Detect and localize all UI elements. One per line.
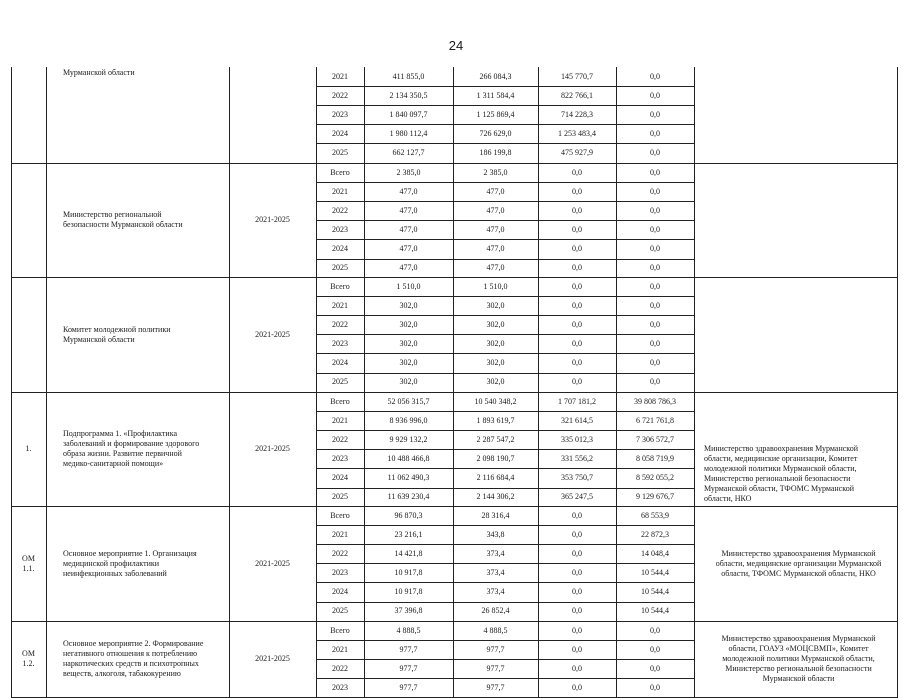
funding-value: 477,0 [399,186,418,196]
funding-value: 266 084,3 [479,71,512,81]
funding-value: 52 056 315,7 [387,396,430,406]
table-rule [11,277,898,278]
funding-value: 0,0 [650,90,660,100]
section-name-line: образа жизни. Развитие первичной [63,449,182,458]
funding-value: 977,7 [399,682,418,692]
section-code: 1. [25,444,32,453]
funding-value: 321 614,5 [561,415,593,425]
row-year: 2022 [332,205,348,215]
funding-value: 10 544,4 [641,586,669,596]
funding-value: 2 116 684,4 [476,472,515,482]
funding-value: 1 510,0 [483,281,508,291]
table-rule [316,259,695,260]
section-name-line: Основное мероприятие 1. Организация [63,548,197,558]
section-period: 2021-2025 [255,654,290,663]
funding-value: 0,0 [572,586,582,596]
executor-line: молодежной политики Мурманской области, [722,654,875,663]
funding-value: 477,0 [399,243,418,253]
table-rule [316,488,695,489]
funding-value: 353 750,7 [561,472,593,482]
funding-value: 0,0 [650,625,660,635]
funding-value: 0,0 [650,224,660,234]
funding-value: 343,8 [486,529,505,539]
executor-line: Министерство региональной безопасности [725,664,872,673]
funding-value: 477,0 [399,263,418,273]
funding-value: 0,0 [650,319,660,329]
row-year: 2025 [332,377,348,387]
funding-value: 0,0 [650,205,660,215]
funding-value: 10 544,4 [641,567,669,577]
table-rule [316,182,695,183]
funding-value: 0,0 [572,263,582,273]
row-year: 2025 [332,263,348,273]
section-name-line: наркотических средств и психотропных [63,659,199,668]
row-year: 2021 [332,644,348,654]
section-name-line: Комитет молодежной политики [63,324,171,334]
executor-line: молодежной политики Мурманской области, [704,464,857,473]
funding-value: 335 012,3 [561,434,593,444]
funding-value: 373,4 [486,548,505,558]
funding-value: 0,0 [572,300,582,310]
funding-value: 477,0 [486,205,505,215]
funding-value: 4 888,5 [396,625,421,635]
table-rule [316,143,695,144]
executor-line: Мурманской области [762,674,835,683]
executor-line: Министерство здравоохранения Мурманской [721,634,876,643]
funding-value: 726 629,0 [479,128,512,138]
funding-value: 475 927,9 [561,147,593,157]
funding-value: 0,0 [650,300,660,310]
funding-value: 6 721 761,8 [636,415,674,425]
section-name-line: Основное мероприятие 2. Формирование [63,639,204,648]
section-name-line: Подпрограмма 1. «Профилактика [63,429,178,438]
table-rule [316,582,695,583]
section-name-line: веществ, алкоголя, табакокурению [63,669,181,678]
funding-value: 0,0 [572,338,582,348]
executor-line: Мурманской области, ТФОМС Мурманской [704,484,854,493]
funding-value: 68 553,9 [641,510,669,520]
funding-value: 714 228,3 [561,109,593,119]
row-year: 2022 [332,663,348,673]
row-year: 2024 [332,243,348,253]
section-name-line: Мурманской области [63,334,135,344]
table-rule [46,506,47,621]
funding-value: 977,7 [486,663,505,673]
executor-line: области, ТФОМС Мурманской области, НКО [721,568,876,578]
funding-value: 0,0 [650,128,660,138]
row-year: 2025 [332,492,348,502]
funding-value: 1 311 584,4 [476,90,515,100]
funding-value: 11 639 230,4 [387,492,430,502]
funding-value: 373,4 [486,586,505,596]
table-rule [316,201,695,202]
funding-value: 302,0 [399,338,418,348]
funding-value: 22 872,3 [641,529,669,539]
table-rule [316,449,695,450]
row-year: 2024 [332,357,348,367]
table-rule [46,67,47,163]
funding-value: 10 917,8 [394,586,423,596]
executor-line: области, НКО [704,494,752,503]
funding-value: 1 893 619,7 [476,415,515,425]
funding-value: 2 287 547,2 [476,434,515,444]
table-rule [46,392,47,506]
table-rule [229,67,230,163]
executor-line: области, медицинские организации, Комитет [704,454,858,463]
funding-value: 0,0 [650,243,660,253]
funding-value: 0,0 [650,109,660,119]
funding-value: 365 247,5 [561,492,593,502]
section-name-line: неинфекционных заболеваний [63,568,167,578]
funding-value: 331 556,2 [561,453,593,463]
table-rule [11,621,898,622]
funding-value: 0,0 [650,71,660,81]
funding-value: 373,4 [486,567,505,577]
row-year: 2024 [332,128,348,138]
row-year: 2022 [332,319,348,329]
table-rule [316,640,695,641]
funding-value: 1 707 181,2 [558,396,596,406]
table-rule [316,468,695,469]
funding-value: 0,0 [572,167,582,177]
table-rule [316,563,695,564]
table-rule [46,277,47,392]
table-rule [316,430,695,431]
funding-value: 302,0 [399,357,418,367]
funding-value: 2 098 190,7 [476,453,515,463]
section-name-line: безопасности Мурманской области [63,220,183,229]
funding-value: 0,0 [572,625,582,635]
table-rule [46,163,47,277]
funding-value: 0,0 [650,186,660,196]
funding-value: 0,0 [572,319,582,329]
row-total-label: Всего [330,167,350,177]
table-rule [316,411,695,412]
funding-value: 0,0 [572,281,582,291]
row-year: 2023 [332,338,348,348]
funding-value: 302,0 [399,319,418,329]
row-total-label: Всего [330,396,350,406]
table-rule [46,621,47,697]
table-rule [316,602,695,603]
funding-value: 1 125 869,4 [476,109,515,119]
funding-value: 0,0 [572,243,582,253]
row-year: 2024 [332,472,348,482]
funding-value: 0,0 [650,663,660,673]
section-period: 2021-2025 [255,215,290,224]
funding-value: 0,0 [572,357,582,367]
table-rule [316,239,695,240]
funding-value: 14 421,8 [394,548,423,558]
funding-value: 0,0 [572,377,582,387]
row-year: 2025 [332,606,348,616]
funding-value: 2 134 350,5 [389,90,428,100]
section-code: 1.1. [22,563,35,573]
funding-value: 0,0 [572,663,582,673]
funding-value: 0,0 [650,644,660,654]
funding-value: 0,0 [650,281,660,291]
section-name-line: Мурманской области [63,68,135,77]
funding-value: 0,0 [572,186,582,196]
table-rule [316,525,695,526]
table-rule [316,124,695,125]
row-year: 2025 [332,147,348,157]
funding-value: 1 980 112,4 [389,128,428,138]
row-year: 2021 [332,71,348,81]
funding-value: 10 917,8 [394,567,423,577]
funding-value: 28 316,4 [481,510,510,520]
table-rule [316,86,695,87]
funding-value: 302,0 [486,338,505,348]
funding-value: 8 936 996,0 [389,415,428,425]
funding-value: 2 144 306,2 [476,492,515,502]
row-year: 2021 [332,415,348,425]
funding-value: 302,0 [486,377,505,387]
table-rule [11,392,898,393]
funding-value: 8 058 719,9 [636,453,674,463]
table-rule [316,220,695,221]
funding-value: 37 396,8 [394,606,423,616]
funding-value: 302,0 [486,300,505,310]
funding-value: 977,7 [486,682,505,692]
table-rule [316,373,695,374]
table-rule [316,678,695,679]
table-rule [316,659,695,660]
funding-value: 0,0 [572,644,582,654]
funding-value: 302,0 [399,377,418,387]
funding-value: 0,0 [572,567,582,577]
section-period: 2021-2025 [255,558,290,568]
row-year: 2022 [332,90,348,100]
row-year: 2021 [332,186,348,196]
section-code: ОМ [22,553,35,563]
funding-value: 302,0 [486,357,505,367]
funding-value: 4 888,5 [483,625,508,635]
funding-value: 145 770,7 [561,71,593,81]
funding-value: 477,0 [486,224,505,234]
row-year: 2021 [332,300,348,310]
funding-value: 2 385,0 [483,167,508,177]
funding-value: 477,0 [486,243,505,253]
row-total-label: Всего [330,625,350,635]
funding-value: 10 540 348,2 [474,396,517,406]
funding-value: 302,0 [486,319,505,329]
table-rule [316,353,695,354]
row-year: 2023 [332,567,348,577]
funding-value: 10 488 466,8 [387,453,430,463]
executor-line: Министерство здравоохранения Мурманской [721,548,876,558]
funding-value: 477,0 [486,263,505,273]
funding-value: 477,0 [486,186,505,196]
funding-value: 186 199,8 [479,147,512,157]
funding-value: 977,7 [486,644,505,654]
funding-value: 96 870,3 [394,510,423,520]
funding-value: 411 855,0 [392,71,425,81]
funding-value: 0,0 [572,510,582,520]
funding-value: 8 592 055,2 [636,472,674,482]
funding-value: 977,7 [399,644,418,654]
funding-value: 1 840 097,7 [389,109,428,119]
table-rule [897,67,898,697]
funding-value: 0,0 [650,338,660,348]
row-year: 2023 [332,224,348,234]
page-number: 24 [448,38,464,53]
table-rule [694,67,695,163]
funding-value: 0,0 [650,263,660,273]
funding-value: 14 048,4 [641,548,669,558]
section-code: ОМ [22,649,35,658]
funding-value: 0,0 [572,224,582,234]
funding-value: 9 129 676,7 [636,492,674,502]
section-name-line: медицинской профилактики [63,558,160,568]
section-name-line: негативного отношения к потреблению [63,649,198,658]
funding-value: 11 062 490,3 [387,472,430,482]
funding-value: 477,0 [399,224,418,234]
funding-value: 0,0 [650,167,660,177]
executor-line: области, ГОАУЗ «МОЦСВМП», Комитет [728,644,869,653]
funding-value: 0,0 [572,682,582,692]
section-name-line: медико-санитарной помощи» [63,459,164,468]
row-year: 2022 [332,434,348,444]
executor-line: Министерство здравоохранения Мурманской [704,444,859,453]
funding-value: 0,0 [572,529,582,539]
row-total-label: Всего [330,281,350,291]
funding-value: 23 216,1 [394,529,423,539]
funding-value: 477,0 [399,205,418,215]
funding-value: 977,7 [399,663,418,673]
funding-value: 0,0 [650,147,660,157]
section-name-line: Министерство региональной [63,210,162,219]
funding-value: 7 306 572,7 [636,434,674,444]
row-year: 2023 [332,682,348,692]
row-year: 2023 [332,453,348,463]
funding-value: 0,0 [650,357,660,367]
executor-line: Министерство региональной безопасности [704,474,851,483]
funding-value: 0,0 [572,205,582,215]
funding-value: 302,0 [399,300,418,310]
funding-value: 10 544,4 [641,606,669,616]
table-rule [316,315,695,316]
funding-value: 662 127,7 [392,147,425,157]
funding-value: 0,0 [572,606,582,616]
executor-line: области, медицинские организации Мурманской [715,558,882,568]
table-rule [316,544,695,545]
funding-value: 26 852,4 [481,606,510,616]
funding-value: 2 385,0 [396,167,421,177]
row-year: 2024 [332,586,348,596]
table-rule [11,163,898,164]
funding-value: 0,0 [650,682,660,692]
section-period: 2021-2025 [255,444,290,453]
funding-value: 822 766,1 [561,90,593,100]
table-rule [316,334,695,335]
section-code: 1.2. [22,659,35,668]
section-name-line: заболеваний и формирование здорового [63,439,200,448]
table-rule [316,105,695,106]
row-year: 2022 [332,548,348,558]
funding-value: 0,0 [650,377,660,387]
funding-value: 1 253 483,4 [558,128,596,138]
budget-table [11,67,897,697]
table-rule [11,506,898,507]
funding-value: 1 510,0 [396,281,421,291]
table-rule [11,67,12,697]
section-period: 2021-2025 [255,329,290,339]
funding-value: 39 808 786,3 [634,396,676,406]
funding-value: 9 929 132,2 [389,434,428,444]
row-total-label: Всего [330,510,350,520]
funding-value: 0,0 [572,548,582,558]
row-year: 2021 [332,529,348,539]
row-year: 2023 [332,109,348,119]
table-rule [316,296,695,297]
